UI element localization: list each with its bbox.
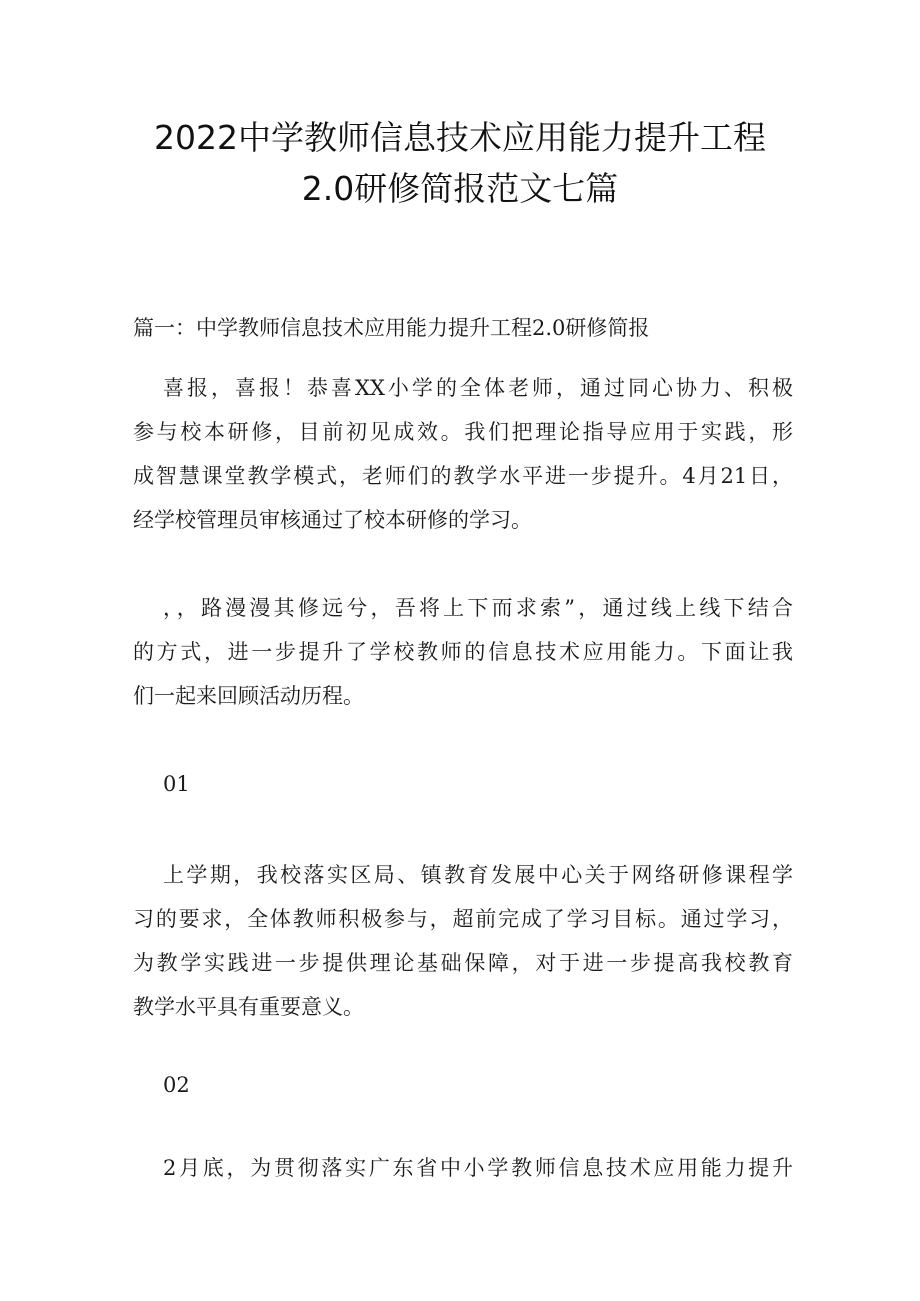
paragraph-line: ，，路漫漫其修远兮，吾将上下而求索”，通过线上线下结合 bbox=[163, 596, 793, 620]
paragraph-line: 的方式，进一步提升了学校教师的信息技术应用能力。下面让我 bbox=[133, 640, 793, 664]
paragraph-line: 成智慧课堂教学模式，老师们的教学水平进一步提升。4月21日， bbox=[133, 464, 793, 488]
section-number: 01 bbox=[163, 772, 190, 796]
section-heading: 篇一：中学教师信息技术应用能力提升工程2.0研修简报 bbox=[133, 316, 650, 340]
section-number-02 bbox=[133, 1063, 793, 1107]
document-title-line-2: 2.0研修简报范文七篇 bbox=[301, 169, 619, 208]
section-number: 02 bbox=[163, 1073, 190, 1097]
paragraph-line: 习的要求，全体教师积极参与，超前完成了学习目标。通过学习， bbox=[133, 907, 793, 931]
document-title-line-1: 2022中学教师信息技术应用能力提升工程 bbox=[154, 118, 766, 157]
paragraph-line: 为教学实践进一步提供理论基础保障，对于进一步提高我校教育 bbox=[133, 951, 793, 975]
paragraph-2 bbox=[133, 586, 793, 718]
section-heading-block bbox=[133, 306, 793, 350]
paragraph-line: 参与校本研修，目前初见成效。我们把理论指导应用于实践，形 bbox=[133, 420, 793, 444]
section-number-01 bbox=[133, 762, 793, 806]
paragraph-4 bbox=[133, 1146, 793, 1190]
paragraph-1 bbox=[133, 366, 793, 542]
paragraph-line: 2月底，为贯彻落实广东省中小学教师信息技术应用能力提升 bbox=[163, 1156, 793, 1180]
paragraph-line: 经学校管理员审核通过了校本研修的学习。 bbox=[133, 508, 532, 532]
paragraph-line: 们一起来回顾活动历程。 bbox=[133, 684, 364, 708]
paragraph-line: 上学期，我校落实区局、镇教育发展中心关于网络研修课程学 bbox=[163, 863, 793, 887]
paragraph-line: 喜报，喜报！恭喜XX小学的全体老师，通过同心协力、积极 bbox=[163, 376, 793, 400]
paragraph-line: 教学水平具有重要意义。 bbox=[133, 995, 364, 1019]
paragraph-3 bbox=[133, 853, 793, 1029]
